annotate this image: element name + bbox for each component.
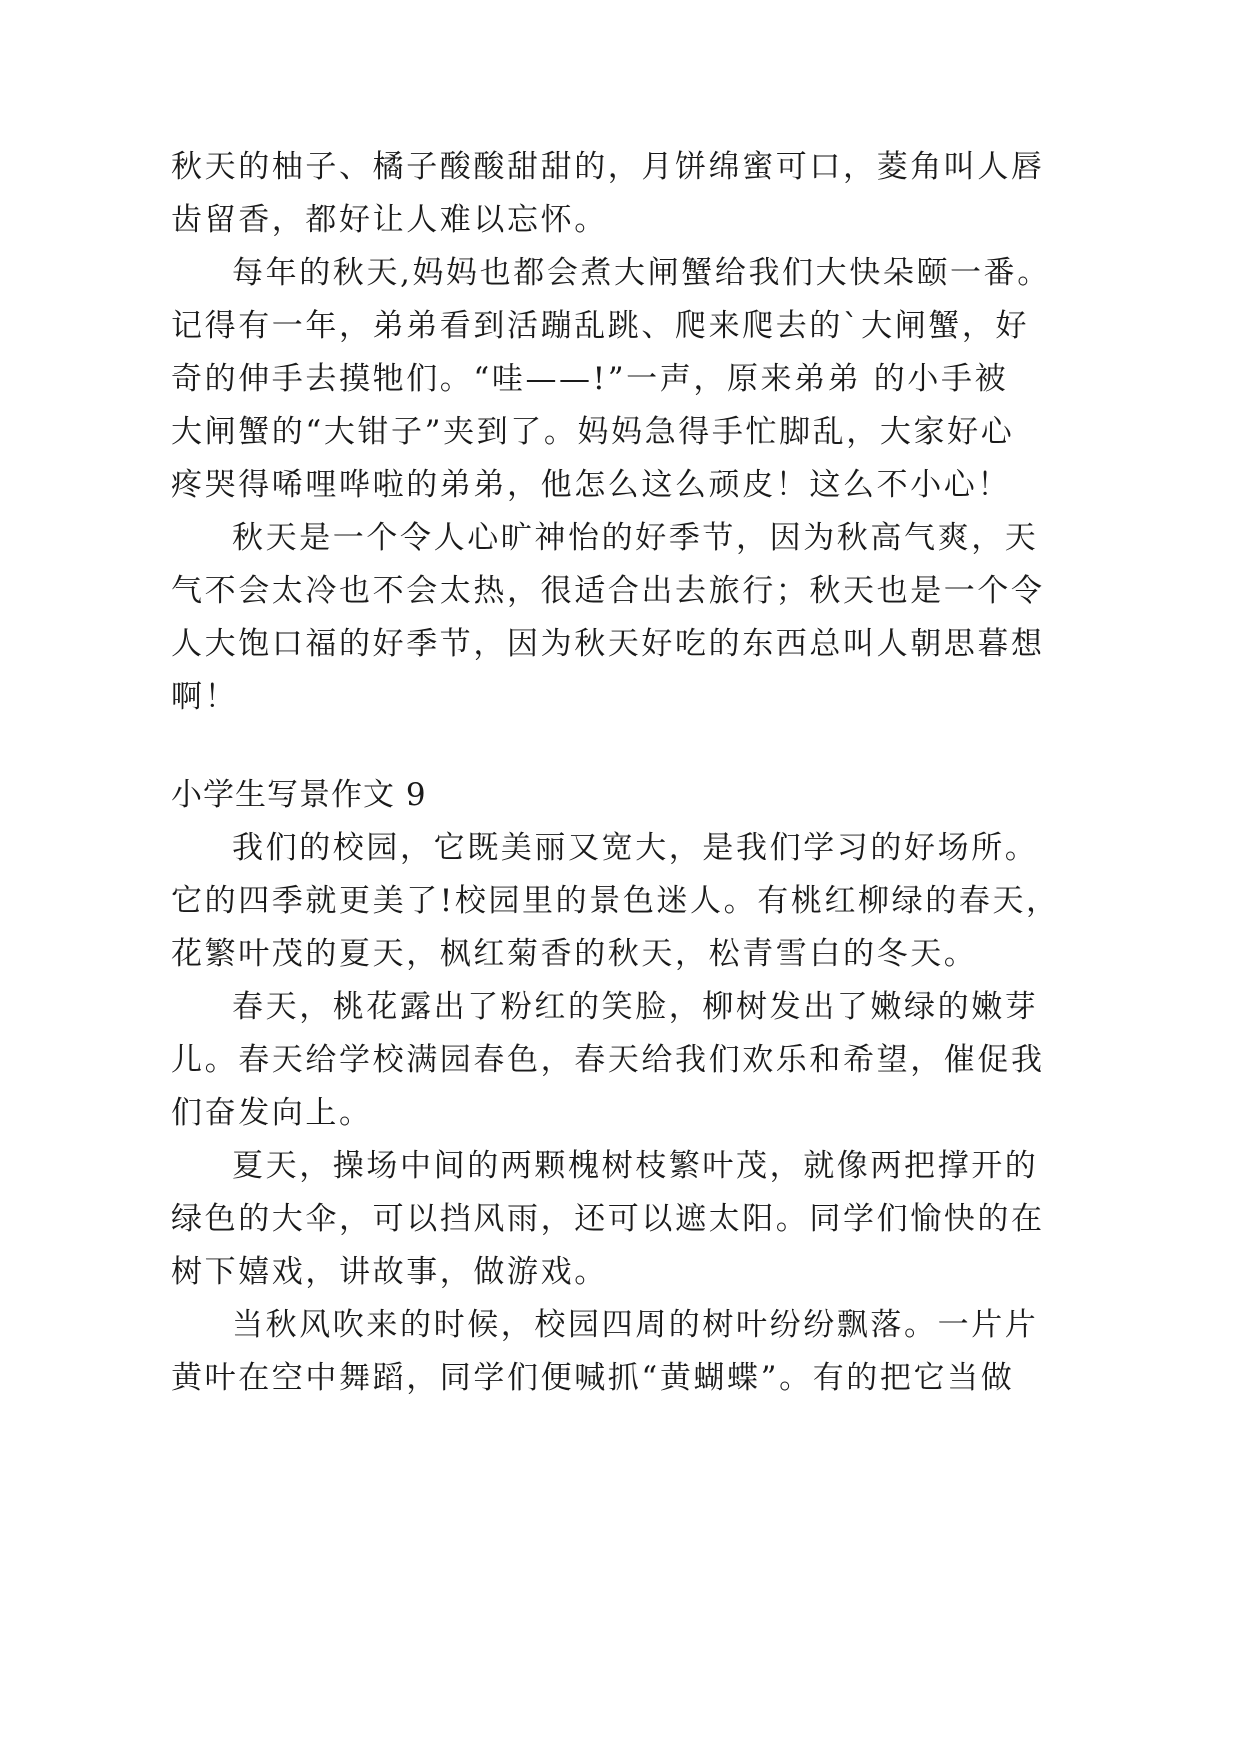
text-line-18: 夏天，操场中间的两颗槐树枝繁叶茂，就像两把撑开的 <box>232 1148 1039 1184</box>
text-line-9: 气不会太冷也不会太热，很适合出去旅行；秋天也是一个令 <box>171 573 1045 609</box>
text-line-10: 人大饱口福的好季节，因为秋天好吃的东西总叫人朝思暮想 <box>171 626 1045 662</box>
text-line-4: 记得有一年，弟弟看到活蹦乱跳、爬来爬去的`大闸蟹，好 <box>171 308 1030 344</box>
text-line-21: 当秋风吹来的时候，校园四周的树叶纷纷飘落。一片片 <box>232 1307 1039 1343</box>
text-line-15: 春天，桃花露出了粉红的笑脸，柳树发出了嫩绿的嫩芽 <box>232 989 1039 1025</box>
section-heading: 小学生写景作文 9 <box>171 777 427 813</box>
text-line-14: 花繁叶茂的夏天，枫红菊香的秋天，松青雪白的冬天。 <box>171 936 978 972</box>
text-line-1: 秋天的柚子、橘子酸酸甜甜的，月饼绵蜜可口，菱角叫人唇 <box>171 149 1045 185</box>
text-line-7: 疼哭得唏哩哗啦的弟弟，他怎么这么顽皮！这么不小心！ <box>171 467 1011 503</box>
text-line-16: 儿。春天给学校满园春色，春天给我们欢乐和希望，催促我 <box>171 1042 1045 1078</box>
text-line-8: 秋天是一个令人心旷神怡的好季节，因为秋高气爽，天 <box>232 520 1039 556</box>
text-line-19: 绿色的大伞，可以挡风雨，还可以遮太阳。同学们愉快的在 <box>171 1201 1045 1237</box>
text-line-20: 树下嬉戏，讲故事，做游戏。 <box>171 1254 608 1290</box>
text-line-22: 黄叶在空中舞蹈，同学们便喊抓“黄蝴蝶”。有的把它当做 <box>171 1360 1015 1396</box>
text-line-17: 们奋发向上。 <box>171 1095 373 1131</box>
text-line-13: 它的四季就更美了!校园里的景色迷人。有桃红柳绿的春天， <box>171 883 1060 919</box>
text-line-6: 大闸蟹的“大钳子”夹到了。妈妈急得手忙脚乱，大家好心 <box>171 414 1015 450</box>
text-line-2: 齿留香，都好让人难以忘怀。 <box>171 202 608 238</box>
text-line-5: 奇的伸手去摸牠们。“哇——!”一声，原来弟弟 的小手被 <box>171 361 1009 397</box>
text-line-3: 每年的秋天,妈妈也都会煮大闸蟹给我们大快朵颐一番。 <box>232 255 1051 291</box>
text-line-11: 啊！ <box>171 679 239 715</box>
text-line-12: 我们的校园，它既美丽又宽大，是我们学习的好场所。 <box>232 830 1039 866</box>
